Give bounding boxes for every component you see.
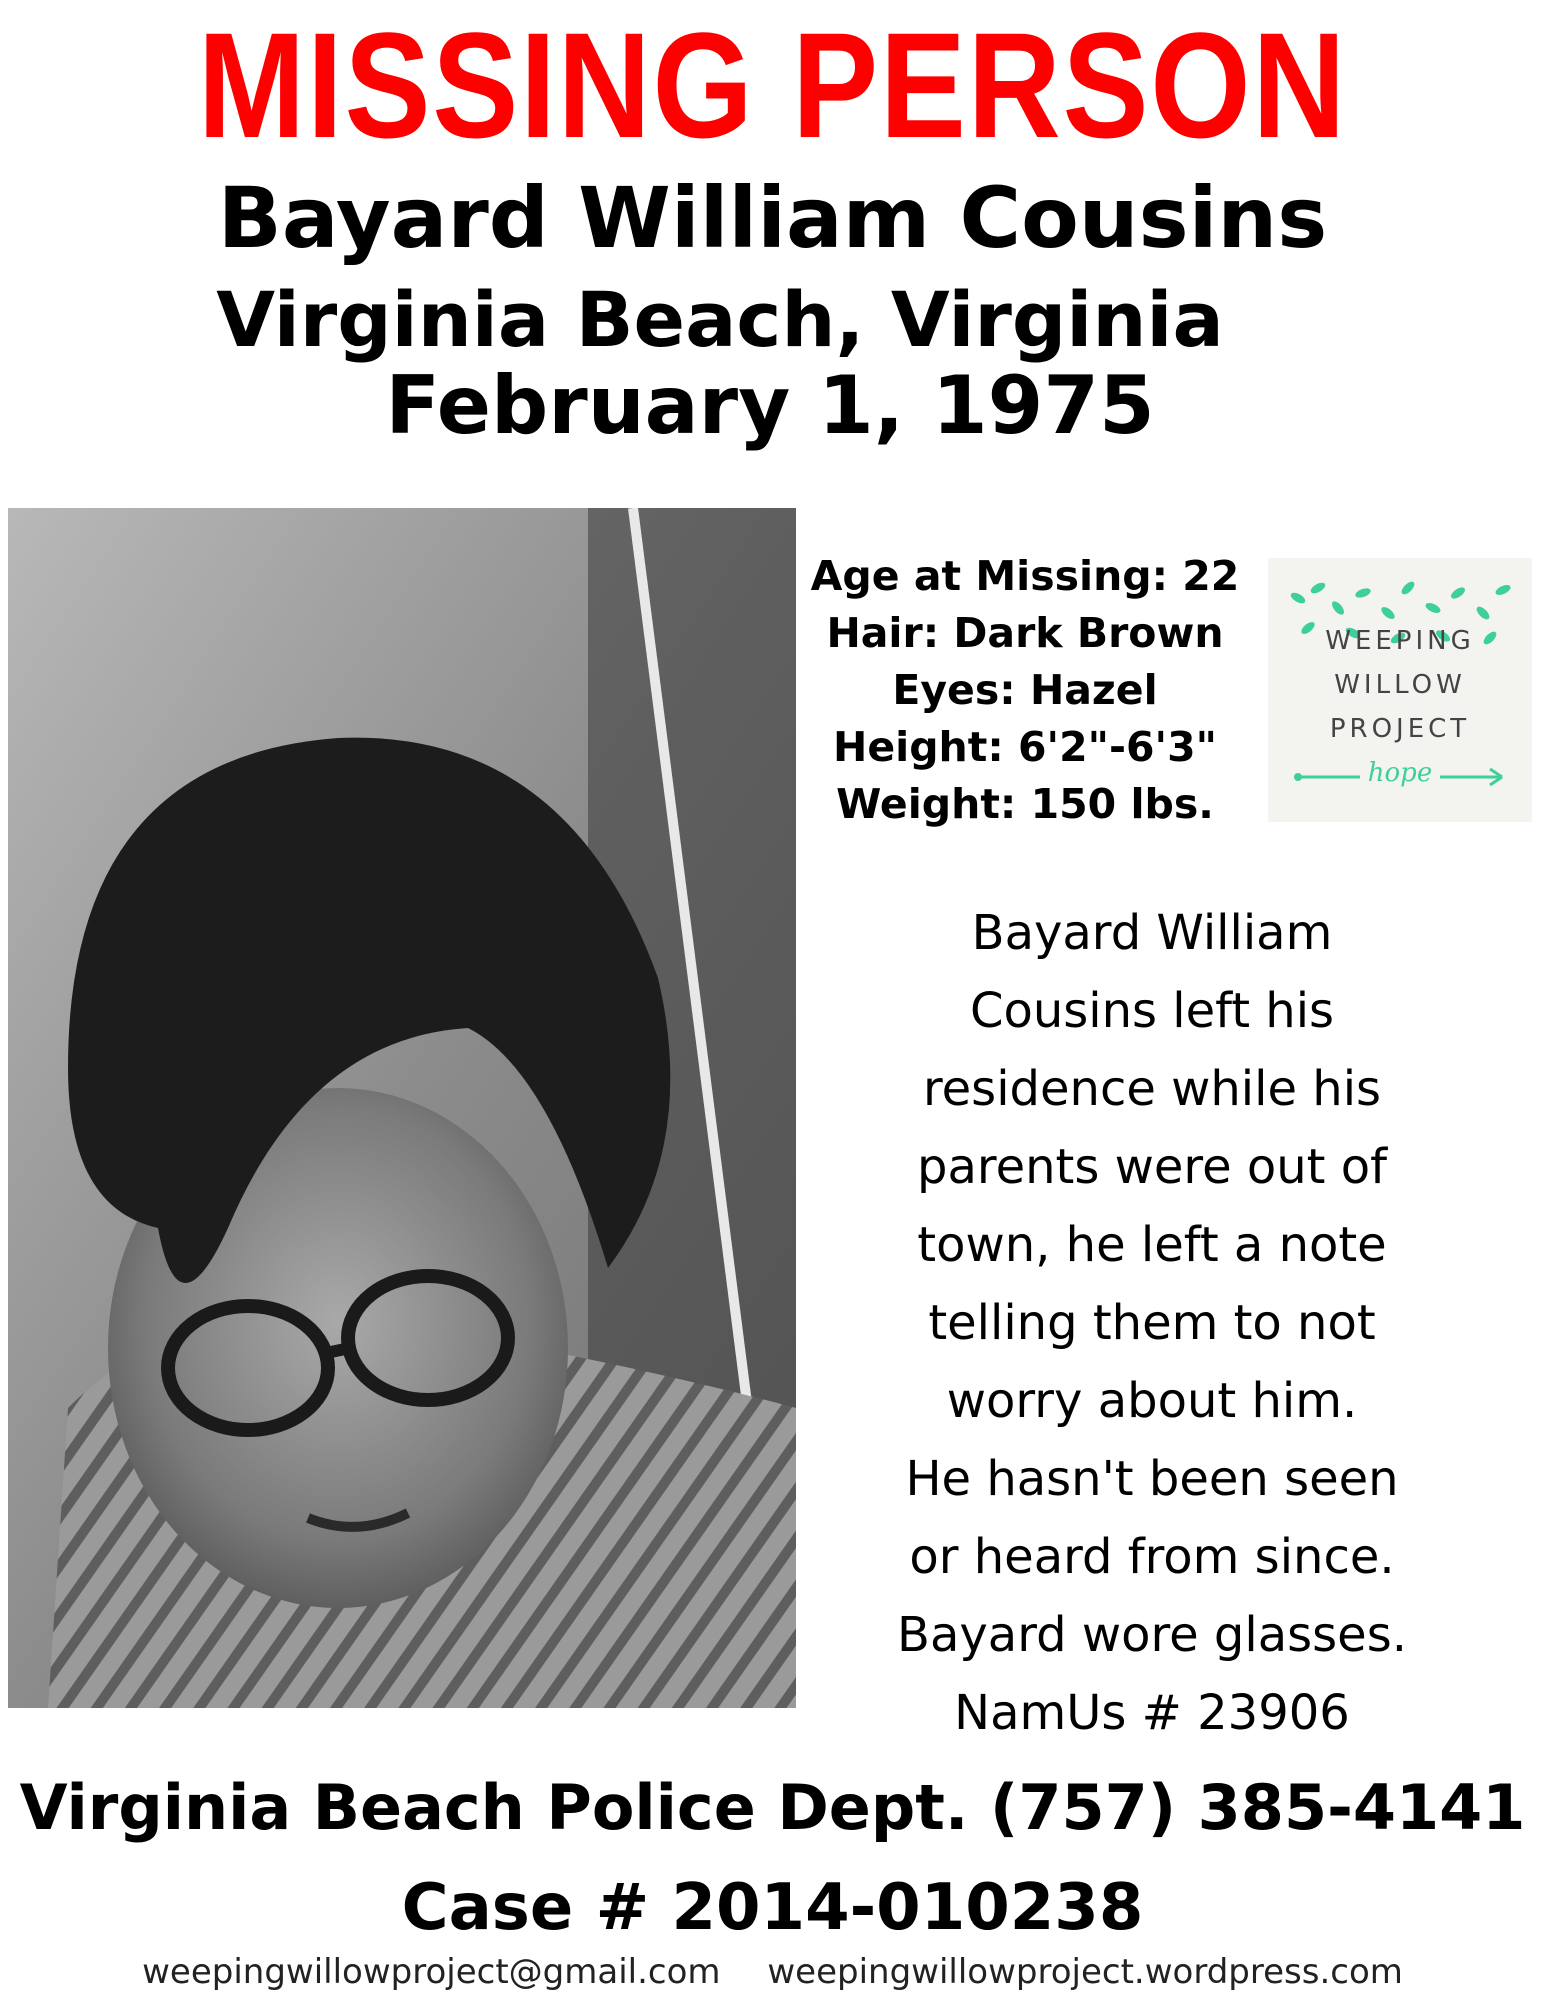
- story-line: parents were out of: [917, 1139, 1387, 1195]
- email-link[interactable]: weepingwillowproject@gmail.com: [142, 1952, 721, 1992]
- weight: Weight: 150 lbs.: [836, 780, 1214, 828]
- person-name: Bayard William Cousins: [217, 169, 1328, 267]
- story-line: or heard from since.: [909, 1529, 1395, 1585]
- logo-line-willow: WILLOW: [1334, 670, 1466, 700]
- poster-headline: MISSING PERSON: [197, 1, 1348, 169]
- eye-color: Eyes: Hazel: [892, 666, 1158, 714]
- story-line: worry about him.: [946, 1373, 1358, 1429]
- missing-person-photo: [8, 508, 796, 1708]
- story-line: residence while his: [922, 1061, 1382, 1117]
- footer-links: [0, 1950, 1545, 1994]
- age-at-missing: Age at Missing: 22: [810, 552, 1240, 600]
- story-line: Bayard William: [971, 905, 1333, 961]
- story-line: Cousins left his: [969, 983, 1335, 1039]
- logo-line-project: PROJECT: [1329, 714, 1471, 744]
- story-line: town, he left a note: [917, 1217, 1387, 1273]
- height: Height: 6'2"-6'3": [833, 723, 1217, 771]
- namus-number: NamUs # 23906: [954, 1685, 1350, 1741]
- logo-line-weeping: WEEPING: [1325, 626, 1475, 656]
- case-description: [862, 894, 1442, 1752]
- weeping-willow-project-logo: [1268, 558, 1532, 822]
- missing-date: February 1, 1975: [385, 359, 1155, 452]
- last-seen-location: Virginia Beach, Virginia: [216, 275, 1224, 364]
- police-contact: Virginia Beach Police Dept. (757) 385-4141: [19, 1771, 1526, 1844]
- story-line: Bayard wore glasses.: [897, 1607, 1407, 1663]
- story-line: He hasn't been seen: [905, 1451, 1399, 1507]
- story-line: telling them to not: [928, 1295, 1376, 1351]
- logo-tagline-hope: hope: [1360, 758, 1440, 788]
- website-link[interactable]: weepingwillowproject.wordpress.com: [767, 1952, 1403, 1992]
- hair-color: Hair: Dark Brown: [826, 609, 1224, 657]
- case-number: Case # 2014-010238: [401, 1871, 1144, 1945]
- physical-description: [800, 548, 1250, 833]
